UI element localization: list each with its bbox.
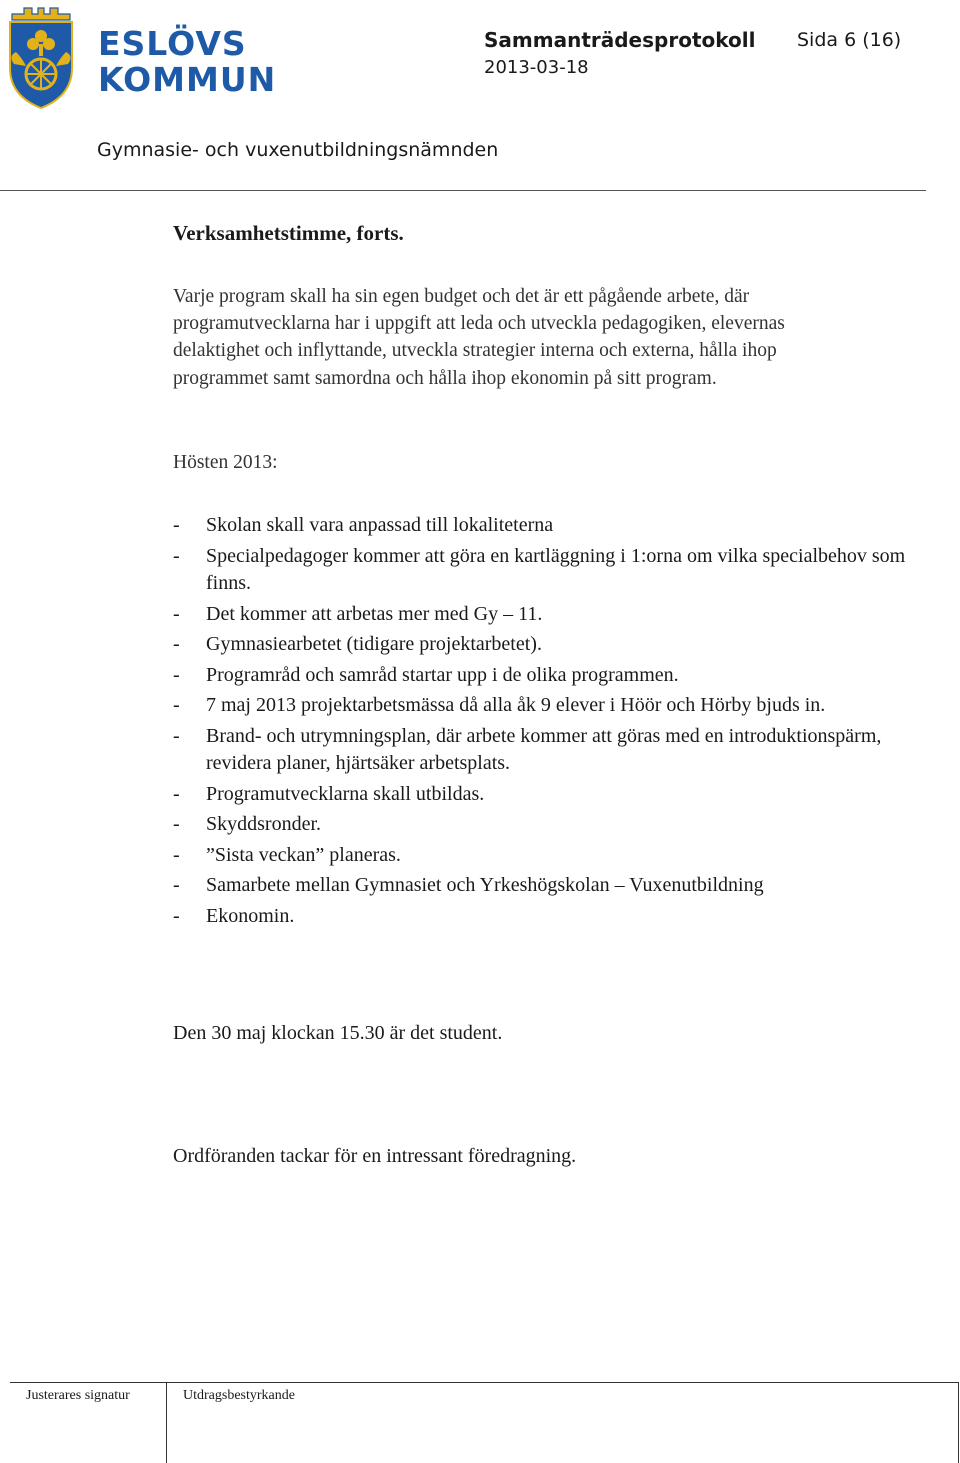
list-item (173, 512, 913, 540)
list-item-text: Det kommer att arbetas mer med Gy – 11. (206, 602, 543, 625)
list-item-text: Specialpedagoger kommer att göra en kartläggning i 1:orna om vilka specialbehov som finns. (206, 544, 906, 594)
list-item (173, 903, 913, 931)
committee-name: Gymnasie- och vuxenutbildningsnämnden (97, 139, 499, 161)
footer-divider (10, 1382, 959, 1383)
dash-marker: - (173, 782, 180, 805)
dash-marker: - (173, 813, 180, 835)
bullet-list (173, 512, 913, 933)
list-item-text: Brand- och utrymningsplan, där arbete kommer att göras med en introduktionspärm, revidera planer, hjärtsäker arbetsplats. (206, 724, 882, 774)
list-item (173, 842, 913, 870)
list-item (173, 543, 913, 598)
list-item-text: Ekonomin. (206, 904, 295, 927)
extract-label: Utdragsbestyrkande (183, 1388, 295, 1403)
footer-right-border (958, 1382, 959, 1463)
page-number: Sida 6 (16) (797, 29, 902, 51)
dash-marker: - (173, 514, 180, 536)
dash-marker: - (173, 843, 180, 866)
list-item (173, 781, 913, 809)
dash-marker: - (173, 904, 180, 927)
list-item (173, 811, 913, 839)
body-paragraph: Varje program skall ha sin egen budget och det är ett pågående arbete, där programutvecklarna har i uppgift att leda och utveckla pedagogiken, elevernas delaktighet och inflyttande, utveckla strategier interna och externa, hålla ihop programmet samt samordna och hålla ihop ekonomin på sitt program. (173, 286, 785, 389)
list-item-text: Samarbete mellan Gymnasiet och Yrkeshögskolan – Vuxenutbildning (206, 874, 764, 896)
list-item-text: Skolan skall vara anpassad till lokaliteterna (206, 514, 554, 536)
closing-statement: Ordföranden tackar för en intressant föredragning. (173, 1145, 577, 1167)
list-item (173, 631, 913, 659)
dash-marker: - (173, 724, 180, 747)
section-heading: Verksamhetstimme, forts. (173, 221, 404, 245)
org-name (98, 26, 276, 98)
dash-marker: - (173, 602, 180, 625)
student-note: Den 30 maj klockan 15.30 är det student. (173, 1022, 503, 1044)
dash-marker: - (173, 874, 180, 896)
list-item-text: Skyddsronder. (206, 813, 321, 835)
document-title: Sammanträdesprotokoll (484, 28, 756, 52)
dash-marker: - (173, 544, 180, 567)
dash-marker: - (173, 694, 180, 716)
meeting-date: 2013-03-18 (484, 57, 589, 78)
eslovs-kommun-crest-icon (6, 6, 76, 110)
list-item (173, 872, 913, 900)
signature-label: Justerares signatur (26, 1388, 130, 1403)
dash-marker: - (173, 663, 180, 686)
list-item (173, 692, 913, 720)
list-item-text: Programråd och samråd startar upp i de olika programmen. (206, 663, 679, 686)
footer-cell-divider (166, 1382, 167, 1463)
list-item (173, 662, 913, 690)
header-divider (0, 190, 926, 191)
list-item-text: Programutvecklarna skall utbildas. (206, 782, 485, 805)
list-item (173, 723, 913, 778)
list-item (173, 601, 913, 629)
dash-marker: - (173, 633, 180, 655)
list-item-text: ”Sista veckan” planeras. (206, 843, 401, 866)
list-item-text: 7 maj 2013 projektarbetsmässa då alla åk 9 elever i Höör och Hörby bjuds in. (206, 694, 826, 716)
eslovs-kommun-logo (6, 6, 277, 110)
org-name-line2: KOMMUN (98, 60, 277, 99)
org-name-line1: ESLÖVS (98, 24, 247, 63)
list-subheading: Hösten 2013: (173, 452, 278, 473)
list-item-text: Gymnasiearbetet (tidigare projektarbetet). (206, 633, 542, 655)
